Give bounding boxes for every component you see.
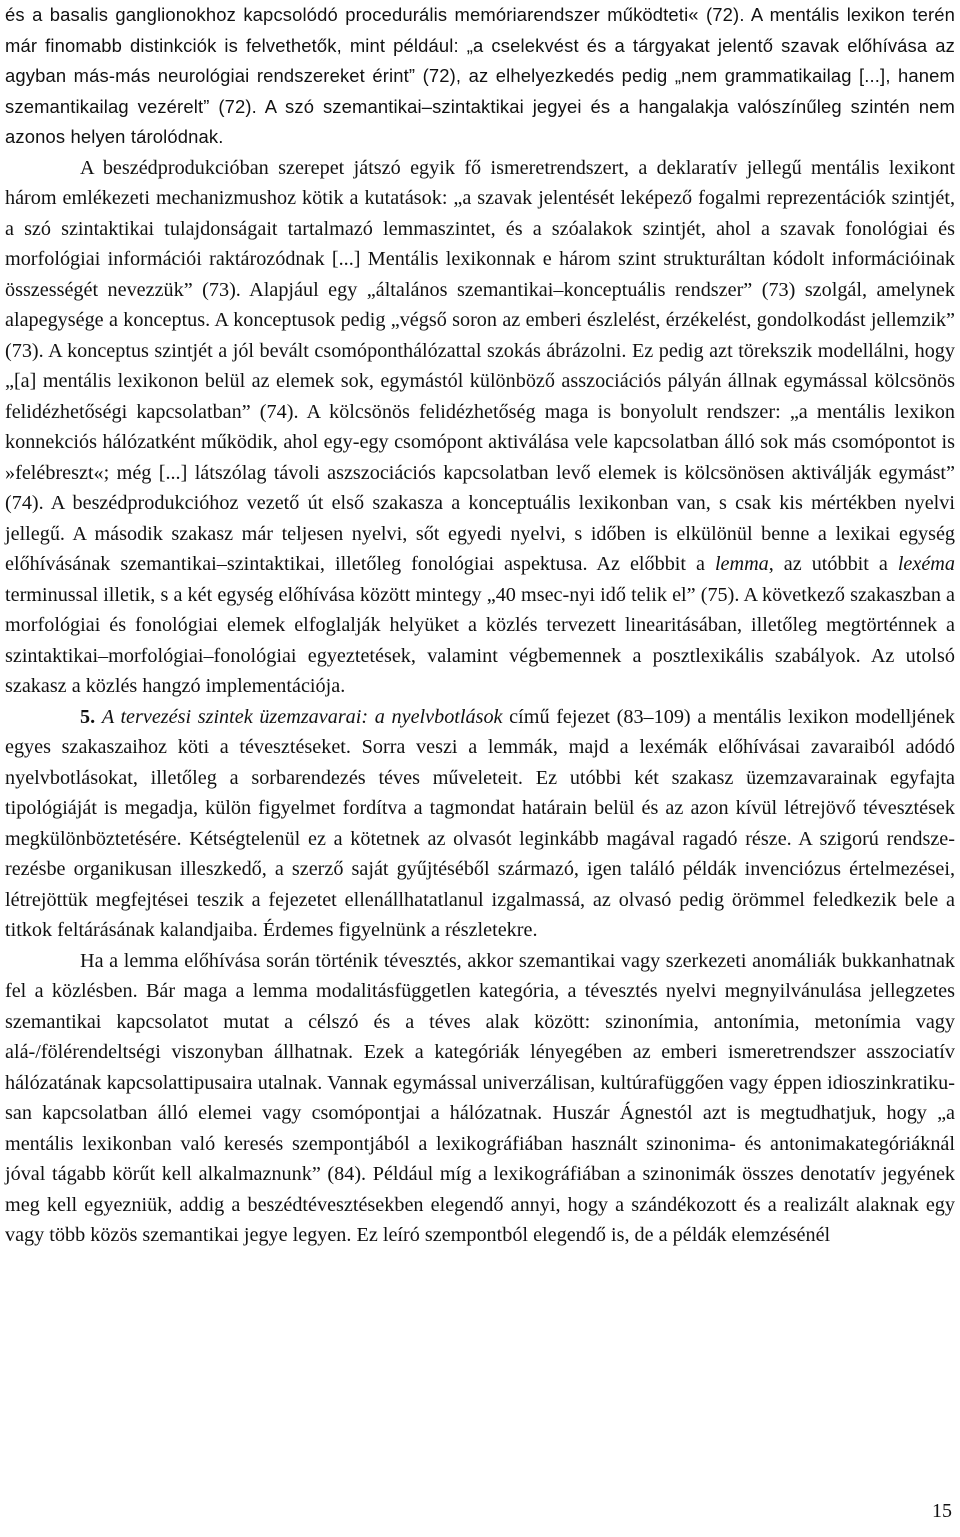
text-run: 5.: [80, 705, 96, 728]
paragraph-3: [5, 702, 955, 946]
text-run: című fejezet (83–109) a mentális lexikon modelljének egyes szakaszaihoz köti a tévesztéseket. Sorra veszi a lemmák, majd a lexémák előhívásai zavaraiból adódó nyelvbotlásokat, illetőleg a sorbarendezés téves műveleteit. Ez utóbbi két szakasz üzemzavarainak egyfajta tipológiáját is megadja, külön figyelmet fordítva a tagmondat határain belül és az azon kívül létrejövő tévesztések megkülönböztetésére. Kétségtelenül ez a kötetnek az olvasót leginkább magával ragadó része. A szigorú rendszerezésbe organikusan illeszkedő, a szerző saját gyűjtéséből származó, igen találó példák invenciózus értelmezései, létrejöttük megfejtései teszik a fejezetet ellenállhatatlanul izgalmassá, az olvasó pedig örömmel feledkezik bele a titkok feltárásának kalandjaiba. Érdemes figyelnünk a részletekre.: [5, 705, 955, 941]
text-run: lemma: [714, 553, 769, 575]
text-run: [95, 706, 102, 728]
text-run: A beszédprodukcióban szerepet játszó egyik fő ismeretrendszert, a deklaratív jellegű mentális lexikont három emlékezeti mechanizmushoz kötik a kutatások: „a szavak jelentését leképező fogalmi reprezentációk szintjét, a szó szintaktikai tulajdonságait tartalmazó lemmaszintet, és a szóalakok szintjét, ahol a szavak fonológiai és morfológiai információi raktározódnak [...] Mentális lexikonnak e három szint strukturáltan kódolt információinak összességét nevezzük” (73). Alapjául egy „általános szemantikai–konceptuális rendszer” (73) szolgál, amelynek alapegysége a konceptus. A konceptusok pedig „végső soron az emberi észlelést, érzékelést, gondolkodást jellemzik” (73). A konceptus szintjét a jól bevált csomóponthálózattal szokás ábrázolni. Ez pedig azt törekszik modellálni, hogy „[a] mentális lexikonon belül az elemek sok, egymástól különböző asszociációs pályán állnak egymással kölcsönös felidézhetőségi kapcsolatban” (74). A kölcsönös felidézhetőség maga is bonyolult rendszer: „a mentális lexikon konnekciós hálózatként működik, ahol egy-egy csomópont aktiválása vele kapcsolatban álló sok más csomópontot is »felébreszt«; még [...] látszólag távoli aszszociációs kapcsolatban levő elemek is kölcsönösen aktiválják egymást” (74). A beszédprodukcióhoz vezető út első szakasza a konceptuális lexikonban van, s csak kis mértékben nyelvi jellegű. A második szakasz már teljesen nyelvi, sőt egyedi nyelvi, s időben is elkülönül benne a lexikai egység előhívásának szemantikai–szintaktikai, illetőleg fonológiai aspektusa. Az előbbit a: [5, 156, 955, 575]
paragraph-4: [5, 946, 955, 1251]
text-run: A tervezési szintek üzemzavarai: a nyelvbotlások: [101, 705, 503, 728]
text-run: terminussal illetik, s a két egység előhívása között mintegy „40 msec-nyi idő telik el” (75). A következő szakaszban a morfológiai és fonológiai elemek elfoglalják helyüket a közlés tervezett linearitásában, illetőleg megtörténnek a szintaktikai–morfológiai–fonológiai egyeztetések, valamint végbemennek a posztlexikális szabályok. Az utolsó szakasz a közlés hangzó implementációja.: [5, 583, 955, 697]
text-run: és a basalis ganglionokhoz kapcsolódó procedurális memóriarendszer működteti« (72). A mentális lexikon terén már finomabb distinkciók is felvethetők, mint például: „a cselekvést és a tárgyakat jelentő szavak előhívása az agyban más-más neurológiai rendszereket érint” (72), az elhelyezkedés pedig „nem grammatikailag [...], hanem szemantikailag vezérelt” (72). A szó szemantikai–szintaktikai jegyei és a hangalakja valószínűleg szintén nem azonos helyen tárolódnak.: [5, 4, 955, 147]
text-run: lexéma: [897, 553, 955, 575]
paragraph-2: [5, 153, 955, 702]
paragraph-1: [5, 0, 955, 153]
text-run: , az utóbbit a: [768, 553, 898, 575]
text-run: Ha a lemma előhívása során történik tévesztés, akkor szemantikai vagy szerkezeti anomáliák bukkanhatnak fel a közlésben. Bár maga a lemma modalitásfüggetlen kategória, a tévesztés nyelvi megnyilvánulása jellegzetes szemantikai kapcsolatot mutat a célszó és a téves alak között: szinonímia, antonímia, metonímia vagy alá-/fölérendeltségi viszonyban állhatnak. Ezek a kategóriák lényegében az emberi ismeretrendszer asszociatív hálózatának kapcsolattipusaira utalnak. Vannak egymással univerzálisan, kultúrafüggően vagy éppen idioszinkratikusan kapcsolatban álló elemei vagy csomópontjai a hálózatnak. Huszár Ágnestól azt is megtudhatjuk, hogy „a mentális lexikonban való keresés szempontjából a lexikográfiában használt szinonima- és antonimakategóriáknál jóval tágabb körűt kell alkalmaznunk” (84). Például míg a lexikográfiában a szinonimák összes denotatív jegyének meg kell egyezniük, addig a beszédtévesztésekben elegendő annyi, hogy a szándékozott és a realizált alaknak egy vagy több közös szemantikai jegye legyen. Ez leíró szempontból elegendő is, de a példák elemzésénél: [5, 949, 955, 1246]
page-number: 15: [932, 1500, 952, 1522]
page-body: [5, 0, 955, 1251]
